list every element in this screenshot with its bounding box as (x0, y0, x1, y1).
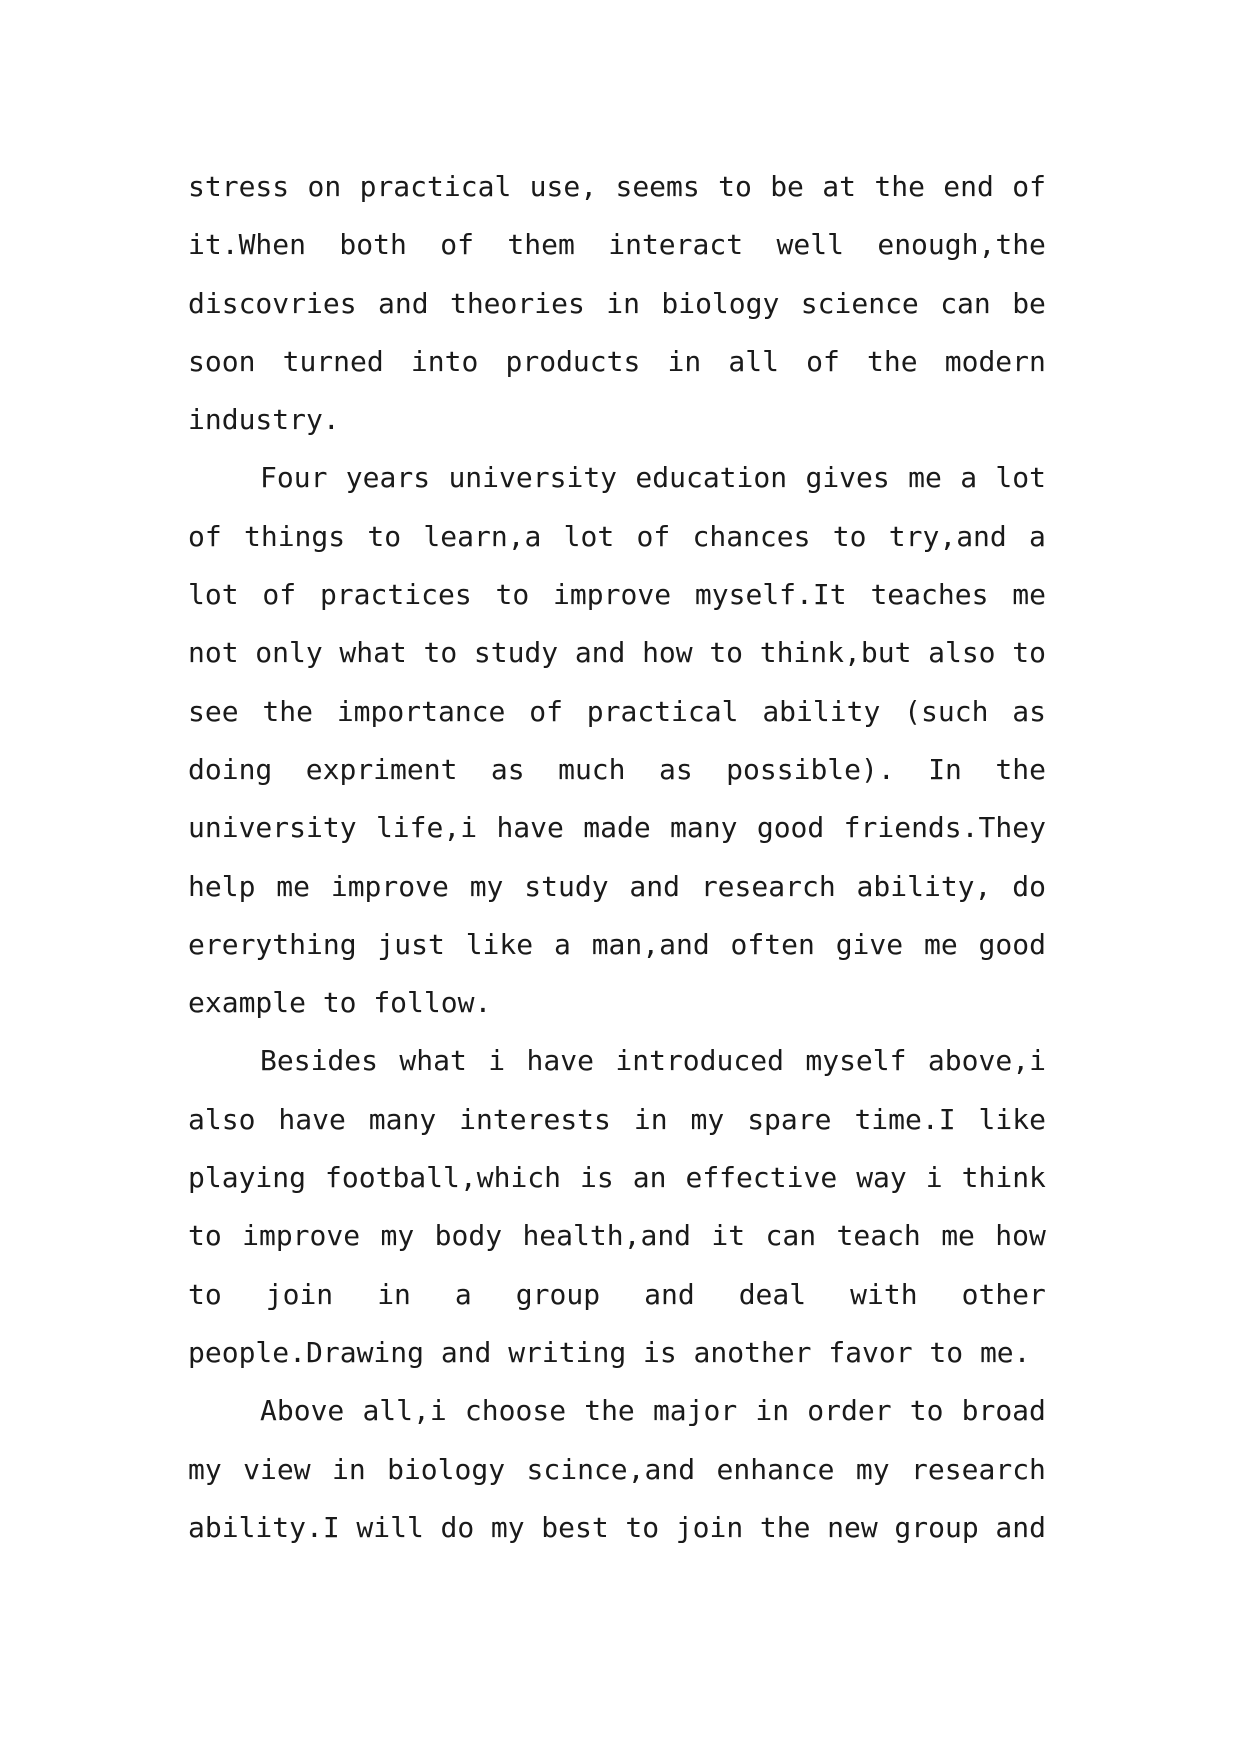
word: me (941, 1219, 975, 1253)
word: improve (553, 578, 672, 612)
word: as (1012, 694, 1046, 728)
word: do (1012, 869, 1046, 903)
word: theories (449, 286, 585, 320)
word: spare (747, 1102, 832, 1136)
word: also (928, 636, 996, 670)
word: teaches (870, 578, 989, 612)
word: industry. (188, 403, 340, 437)
text-line (188, 275, 1046, 333)
word: my (690, 1102, 725, 1136)
word: practical (586, 694, 739, 728)
word: it.When (188, 228, 307, 262)
word: and (377, 286, 429, 320)
word: friends.They (843, 811, 1046, 845)
word: me (908, 461, 942, 495)
word: life,i (375, 811, 478, 845)
word: the (995, 752, 1046, 786)
word: enhance (716, 1452, 835, 1486)
word: other (961, 1277, 1046, 1311)
word: enough,the (877, 228, 1046, 262)
word: not (188, 636, 239, 670)
word: improve (330, 869, 449, 903)
word: to (718, 170, 752, 203)
word: chances (692, 519, 811, 553)
text-line (188, 1266, 1046, 1324)
text-line (188, 1324, 1046, 1382)
word: my (188, 1452, 222, 1486)
word: doing (188, 752, 273, 786)
word: can (765, 1219, 817, 1253)
text-line (188, 566, 1046, 624)
word: education (635, 461, 788, 495)
word: to (625, 1510, 660, 1544)
word: have (526, 1044, 594, 1078)
text-line (188, 216, 1046, 274)
word: is (580, 1161, 614, 1195)
word: ererything (188, 927, 357, 961)
word: biology (661, 286, 780, 320)
word: what (339, 636, 407, 670)
word: Four (260, 461, 328, 495)
word: how (642, 636, 693, 670)
word: into (410, 344, 479, 378)
word: a (454, 1277, 472, 1311)
word: what (399, 1044, 467, 1078)
word: of (188, 519, 222, 553)
word: join (675, 1510, 744, 1544)
text-line (188, 158, 1046, 216)
word: turned (282, 344, 384, 378)
word: Above (260, 1394, 345, 1428)
word: in (667, 344, 702, 378)
word: have (496, 811, 564, 845)
word: a (1029, 519, 1046, 553)
word: body (434, 1219, 503, 1253)
word: myself.It (694, 578, 847, 612)
text-line (188, 683, 1046, 741)
word: in (606, 286, 640, 320)
word: university (448, 461, 618, 495)
text-line (188, 1207, 1046, 1265)
word: give (835, 927, 904, 961)
word: the (874, 170, 925, 203)
word: my (490, 1510, 525, 1544)
word: time.I (854, 1102, 956, 1136)
text-line (188, 799, 1046, 857)
word: stress (188, 170, 290, 203)
text-line (188, 391, 1046, 449)
word: good (978, 927, 1046, 961)
word: and (629, 869, 680, 903)
word: interact (608, 228, 744, 262)
word: to (495, 578, 530, 612)
word: can (940, 286, 991, 320)
text-line (188, 1382, 1046, 1440)
word: will (356, 1510, 424, 1544)
word: science (800, 286, 919, 320)
word: choose (464, 1394, 567, 1428)
word: me (1012, 578, 1046, 612)
word: the (759, 1510, 811, 1544)
word: both (339, 228, 407, 262)
word: example (188, 986, 307, 1020)
word: in (377, 1277, 411, 1311)
word: much (558, 752, 626, 786)
word: think,but (759, 636, 912, 670)
word: my (469, 869, 504, 903)
word: way (856, 1161, 907, 1195)
text-line (188, 624, 1046, 682)
word: to (367, 519, 402, 553)
word: as (658, 752, 693, 786)
word: in (755, 1394, 790, 1428)
word: favor (828, 1335, 913, 1369)
word: major (652, 1394, 738, 1428)
word: above,i (927, 1044, 1046, 1078)
word: of (636, 519, 671, 553)
word: me (923, 927, 958, 961)
word: made (583, 811, 651, 845)
word: to (322, 986, 357, 1020)
word: follow. (373, 986, 492, 1020)
word: teach (836, 1219, 921, 1253)
word: group (515, 1277, 601, 1311)
word: also (188, 1102, 256, 1136)
word: it (711, 1219, 746, 1253)
word: group (894, 1510, 979, 1544)
word: an (632, 1161, 667, 1195)
word: writing (508, 1335, 627, 1369)
word: with (850, 1277, 918, 1311)
word: learn,a (423, 519, 542, 553)
word: effective (685, 1161, 838, 1195)
word: ability (762, 694, 881, 728)
word: view (243, 1452, 311, 1486)
word: lot (188, 578, 239, 612)
word: to (188, 1277, 222, 1311)
word: as (490, 752, 525, 786)
word: products (505, 344, 641, 378)
word: many (368, 1102, 437, 1136)
word: good (756, 811, 825, 845)
word: at (822, 170, 856, 203)
word: the (584, 1394, 635, 1428)
word: the (262, 694, 313, 728)
word: help (188, 869, 256, 903)
word: to (188, 1219, 222, 1253)
document-body (188, 158, 1046, 1557)
text-line (188, 449, 1046, 507)
word: to (709, 636, 744, 670)
word: in (633, 1102, 668, 1136)
word: ability, (856, 869, 992, 903)
word: think (961, 1161, 1046, 1195)
word: football,which (325, 1161, 562, 1195)
word: gives (805, 461, 890, 495)
word: soon (188, 344, 256, 378)
word: seems (615, 170, 700, 203)
word: on (307, 170, 342, 203)
text-line (188, 333, 1046, 391)
word: is (643, 1335, 677, 1369)
text-line (188, 916, 1046, 974)
word: like (978, 1102, 1046, 1136)
word: i (925, 1161, 943, 1195)
word: only (255, 636, 323, 670)
word: me. (979, 1335, 1031, 1369)
word: practical (359, 170, 512, 203)
word: scince,and (526, 1452, 696, 1486)
word: practices (319, 578, 472, 612)
word: years (345, 461, 431, 495)
text-line (188, 858, 1046, 916)
word: i (488, 1044, 506, 1078)
word: lot (563, 519, 615, 553)
word: man,and (591, 927, 710, 961)
word: to (1012, 636, 1046, 670)
word: In (928, 752, 962, 786)
word: Besides (260, 1044, 379, 1078)
word: join (265, 1277, 334, 1311)
word: do (440, 1510, 475, 1544)
text-line (188, 741, 1046, 799)
text-line (188, 1499, 1046, 1557)
word: deal (738, 1277, 807, 1311)
word: many (670, 811, 738, 845)
word: to (832, 519, 867, 553)
word: best (541, 1510, 609, 1544)
word: interests (459, 1102, 611, 1136)
word: to (909, 1394, 944, 1428)
word: and (995, 1510, 1046, 1544)
word: of (1012, 170, 1046, 203)
word: discovries (188, 286, 357, 320)
word: end (943, 170, 994, 203)
word: see (188, 694, 239, 728)
word: be (770, 170, 804, 203)
word: of (440, 228, 474, 262)
word: improve (242, 1219, 361, 1253)
word: broad (961, 1394, 1046, 1428)
word: to (929, 1335, 964, 1369)
word: be (1012, 286, 1046, 320)
word: introduced (615, 1044, 784, 1078)
word: my (855, 1452, 890, 1486)
word: a (960, 461, 978, 495)
word: another (693, 1335, 812, 1369)
word: lot (995, 461, 1046, 495)
word: just (377, 927, 445, 961)
text-line (188, 1441, 1046, 1499)
word: how (995, 1219, 1046, 1253)
word: of (262, 578, 297, 612)
word: a (553, 927, 571, 961)
word: of (529, 694, 563, 728)
word: myself (805, 1044, 907, 1078)
word: biology (387, 1452, 506, 1486)
word: in (331, 1452, 366, 1486)
word: research (911, 1452, 1046, 1486)
word: them (507, 228, 575, 262)
word: people.Drawing (188, 1335, 425, 1369)
word: use, (529, 170, 598, 203)
word: new (827, 1510, 878, 1544)
word: (such (904, 694, 989, 728)
word: and (644, 1277, 695, 1311)
word: possible). (726, 752, 895, 786)
word: expriment (305, 752, 458, 786)
word: the (867, 344, 918, 378)
word: have (278, 1102, 346, 1136)
word: often (730, 927, 815, 961)
text-line (188, 508, 1046, 566)
word: my (380, 1219, 415, 1253)
word: and (440, 1335, 492, 1369)
word: study (524, 869, 609, 903)
word: study (473, 636, 559, 670)
text-line (188, 1149, 1046, 1207)
word: importance (336, 694, 506, 728)
word: things (243, 519, 346, 553)
word: ability.I (188, 1510, 340, 1544)
word: modern (944, 344, 1046, 378)
text-line (188, 974, 1046, 1032)
word: health,and (522, 1219, 692, 1253)
word: try,and (888, 519, 1007, 553)
word: research (700, 869, 836, 903)
word: to (423, 636, 458, 670)
word: me (276, 869, 310, 903)
word: order (807, 1394, 892, 1428)
word: university (188, 811, 357, 845)
word: all (728, 344, 779, 378)
word: of (806, 344, 840, 378)
word: all,i (362, 1394, 447, 1428)
text-line (188, 1032, 1046, 1090)
word: playing (188, 1161, 307, 1195)
word: like (465, 927, 534, 961)
word: well (776, 228, 844, 262)
word: and (574, 636, 626, 670)
text-line (188, 1091, 1046, 1149)
